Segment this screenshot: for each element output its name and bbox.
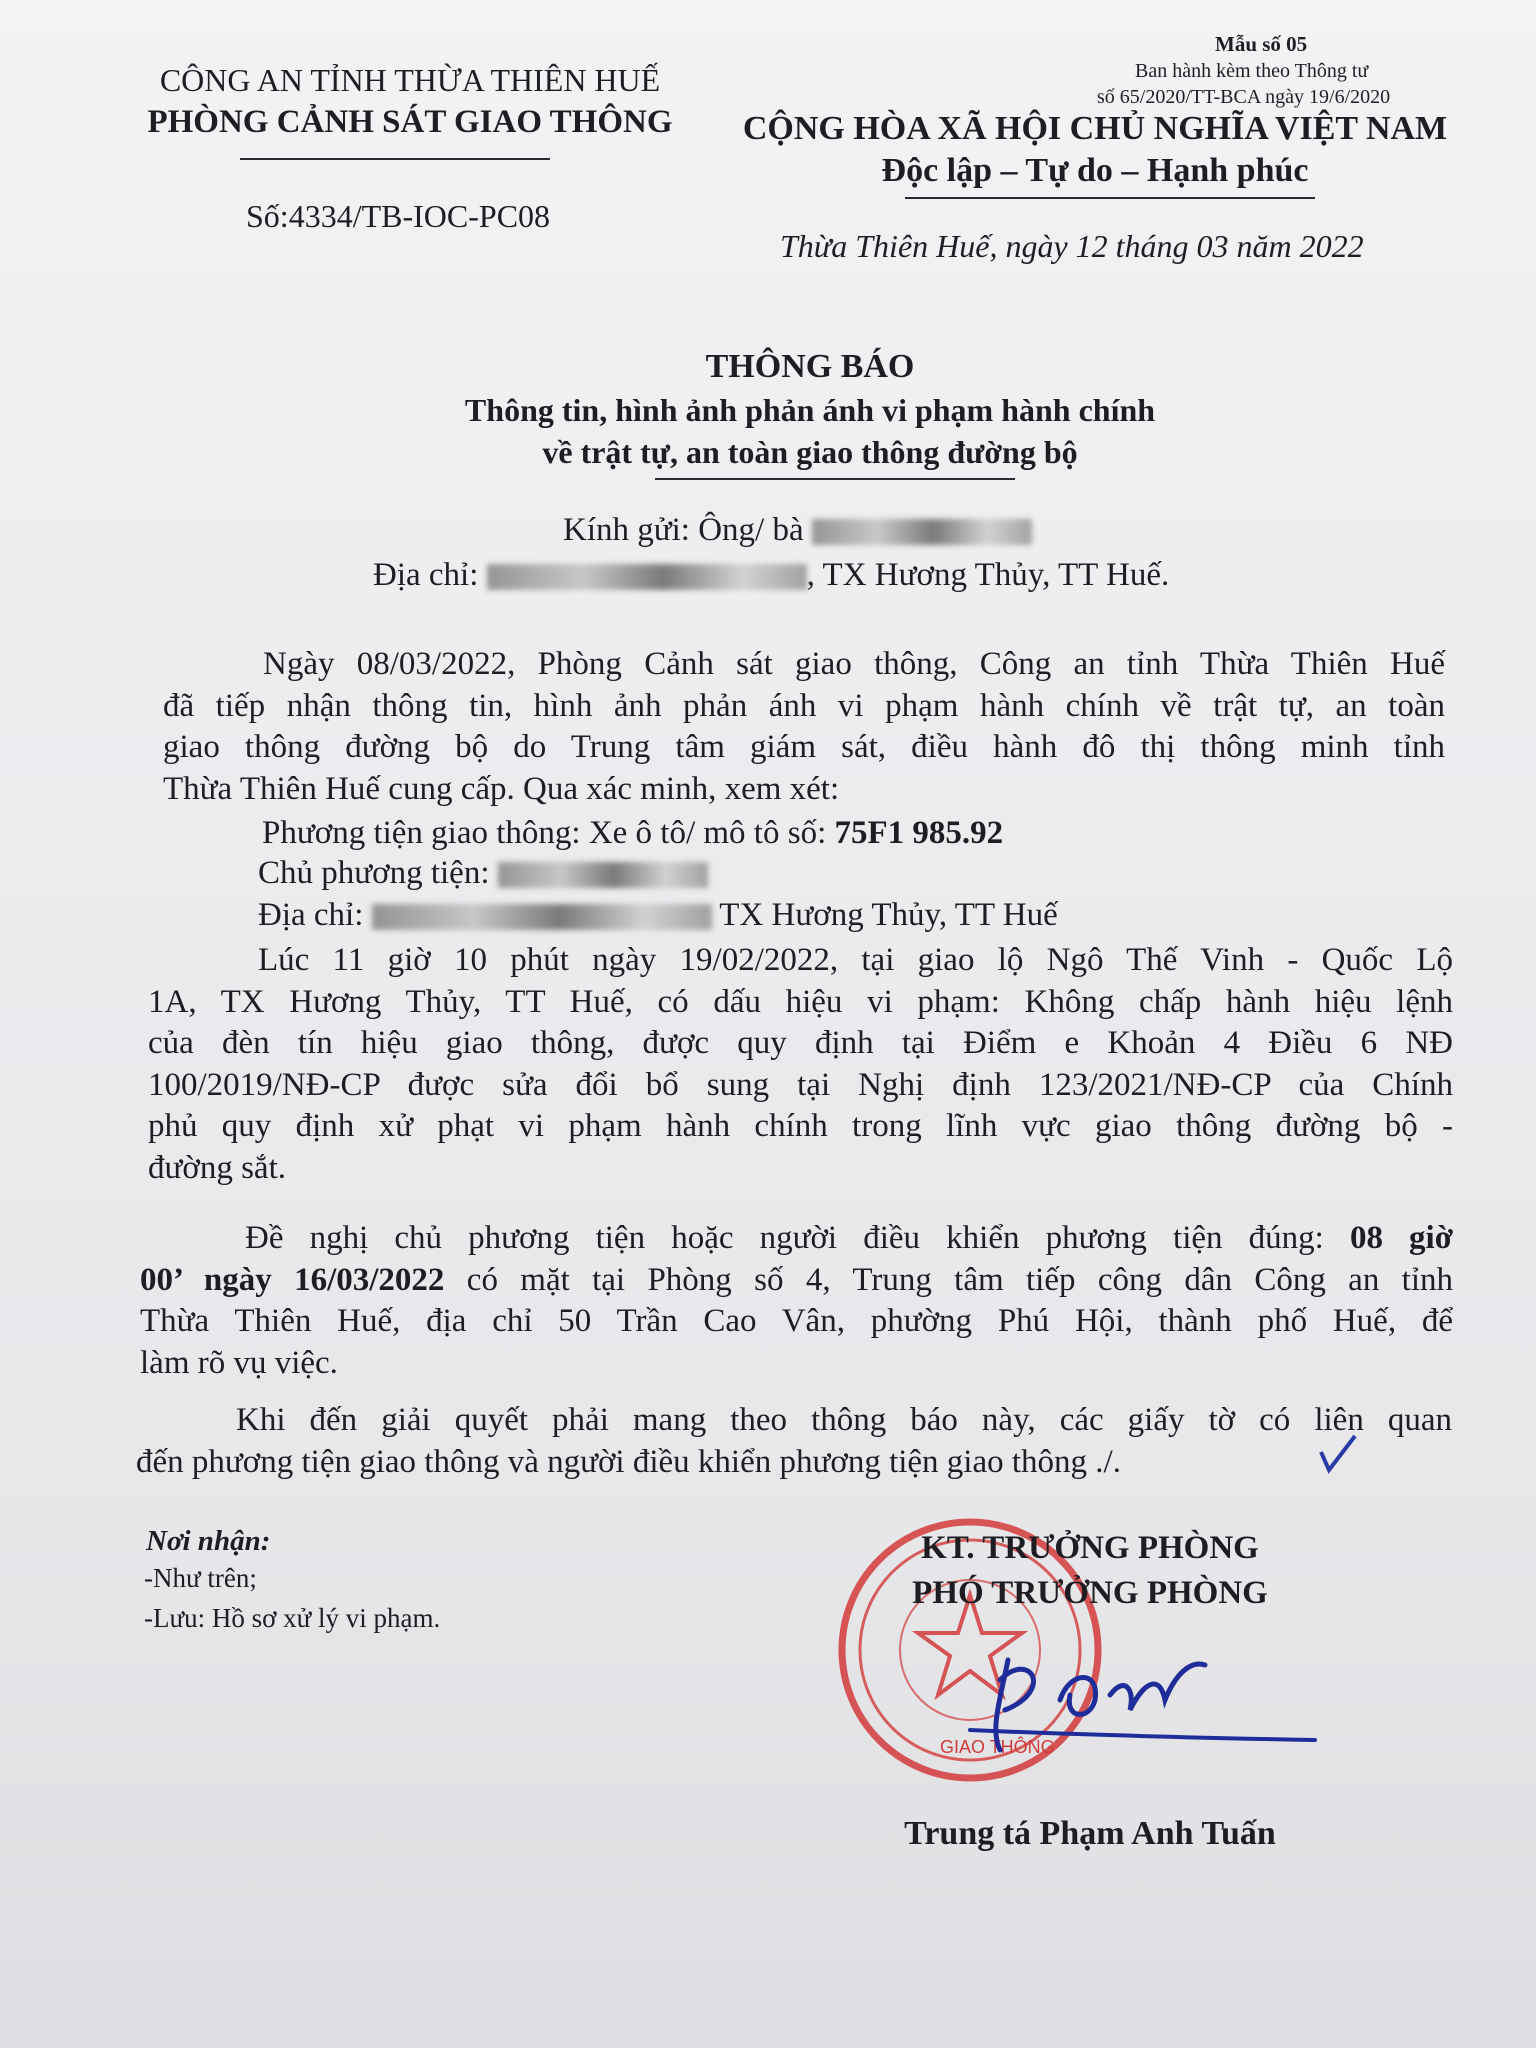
recipient-greeting: Kính gửi: Ông/ bà <box>563 512 1032 549</box>
checkmark-icon <box>1315 1430 1365 1480</box>
redacted-owner <box>498 862 708 888</box>
violation-line-4: 100/2019/NĐ-CP được sửa đổi bổ sung tại Nghị định 123/2021/NĐ-CP của Chính <box>148 1066 1453 1103</box>
notice-subtitle-line2: về trật tự, an toàn giao thông đường bộ <box>542 434 1078 470</box>
paragraph-violation <box>148 940 1453 1189</box>
motto-underline <box>905 197 1315 199</box>
paragraph-reminder <box>136 1400 1452 1483</box>
owner-address-line: Địa chỉ: TX Hương Thủy, TT Huế <box>258 897 1058 933</box>
agency-underline <box>240 158 550 160</box>
place-date: Thừa Thiên Huế, ngày 12 tháng 03 năm 2022 <box>780 228 1364 264</box>
title-underline <box>655 478 1015 480</box>
violation-line-3: của đèn tín hiệu giao thông, được quy định tại Điểm e Khoản 4 Điều 6 NĐ <box>148 1025 1453 1061</box>
recipient-item-1: -Như trên; <box>144 1563 257 1593</box>
request-line-4: làm rõ vụ việc. <box>140 1344 338 1381</box>
nation-motto: Độc lập – Tự do – Hạnh phúc <box>881 152 1309 189</box>
violation-line-5: phủ quy định xử phạt vi phạm hành chính trong lĩnh vực giao thông đường bộ - <box>148 1108 1453 1144</box>
agency-parent: CÔNG AN TỈNH THỪA THIÊN HUẾ <box>159 62 661 98</box>
notice-title: THÔNG BÁO <box>705 348 915 385</box>
intro-line-4: Thừa Thiên Huế cung cấp. Qua xác minh, xem xét: <box>163 770 840 807</box>
form-number: Mẫu số 05 <box>1215 32 1308 56</box>
recipients-title: Nơi nhận: <box>146 1525 271 1557</box>
nation-title: CỘNG HÒA XÃ HỘI CHỦ NGHĨA VIỆT NAM <box>742 110 1448 147</box>
paragraph-request <box>140 1218 1453 1384</box>
notice-subtitle-line1: Thông tin, hình ảnh phản ánh vi phạm hành chính <box>464 392 1156 428</box>
sign-role-1: KT. TRƯỞNG PHÒNG <box>921 1530 1259 1566</box>
request-line-2: 00’ ngày 16/03/2022 có mặt tại Phòng số 4, Trung tâm tiếp công dân Công an tỉnh <box>140 1261 1454 1298</box>
request-line-3: Thừa Thiên Huế, địa chỉ 50 Trần Cao Vân, phường Phú Hội, thành phố Huế, để <box>140 1303 1453 1339</box>
redacted-name <box>812 519 1032 545</box>
reminder-line-2: đến phương tiện giao thông và người điều khiển phương tiện giao thông ./. <box>136 1443 1121 1480</box>
recipient-item-2: -Lưu: Hồ sơ xử lý vi phạm. <box>144 1603 441 1633</box>
signer-name: Trung tá Phạm Anh Tuấn <box>904 1815 1276 1852</box>
request-line-1: Đề nghị chủ phương tiện hoặc người điều khiển phương tiện đúng: 08 giờ <box>245 1220 1453 1256</box>
paragraph-intro <box>163 644 1445 810</box>
sign-role-2: PHÓ TRƯỞNG PHÒNG <box>912 1575 1268 1611</box>
vehicle-line: Phương tiện giao thông: Xe ô tô/ mô tô số: 75F1 985.92 <box>262 815 1004 851</box>
license-plate: 75F1 985.92 <box>834 815 1004 851</box>
violation-line-1: Lúc 11 giờ 10 phút ngày 19/02/2022, tại giao lộ Ngô Thế Vinh - Quốc Lộ <box>258 942 1453 978</box>
owner-line: Chủ phương tiện: <box>258 855 708 892</box>
issued-with: Ban hành kèm theo Thông tư <box>1135 60 1369 82</box>
redacted-owner-address <box>372 904 712 930</box>
violation-line-6: đường sắt. <box>148 1149 286 1186</box>
document-number: Số:4334/TB-IOC-PC08 <box>246 198 551 234</box>
intro-line-3: giao thông đường bộ do Trung tâm giám sát, điều hành đô thị thông minh tỉnh <box>163 729 1445 765</box>
recipient-address: Địa chỉ: , TX Hương Thủy, TT Huế. <box>373 557 1170 593</box>
circular-ref: số 65/2020/TT-BCA ngày 19/6/2020 <box>1097 86 1391 108</box>
intro-line-2: đã tiếp nhận thông tin, hình ảnh phản ánh vi phạm hành chính về trật tự, an toàn <box>163 687 1445 724</box>
violation-line-2: 1A, TX Hương Thủy, TT Huế, có dấu hiệu vi phạm: Không chấp hành hiệu lệnh <box>148 983 1453 1020</box>
seal-text: GIAO THÔNG <box>940 1737 1055 1757</box>
reminder-line-1: Khi đến giải quyết phải mang theo thông báo này, các giấy tờ có liên quan <box>236 1402 1452 1438</box>
handwritten-signature <box>960 1640 1320 1770</box>
redacted-address <box>487 564 807 590</box>
agency-name: PHÒNG CẢNH SÁT GIAO THÔNG <box>147 104 673 140</box>
intro-line-1: Ngày 08/03/2022, Phòng Cảnh sát giao thông, Công an tỉnh Thừa Thiên Huế <box>263 646 1445 682</box>
